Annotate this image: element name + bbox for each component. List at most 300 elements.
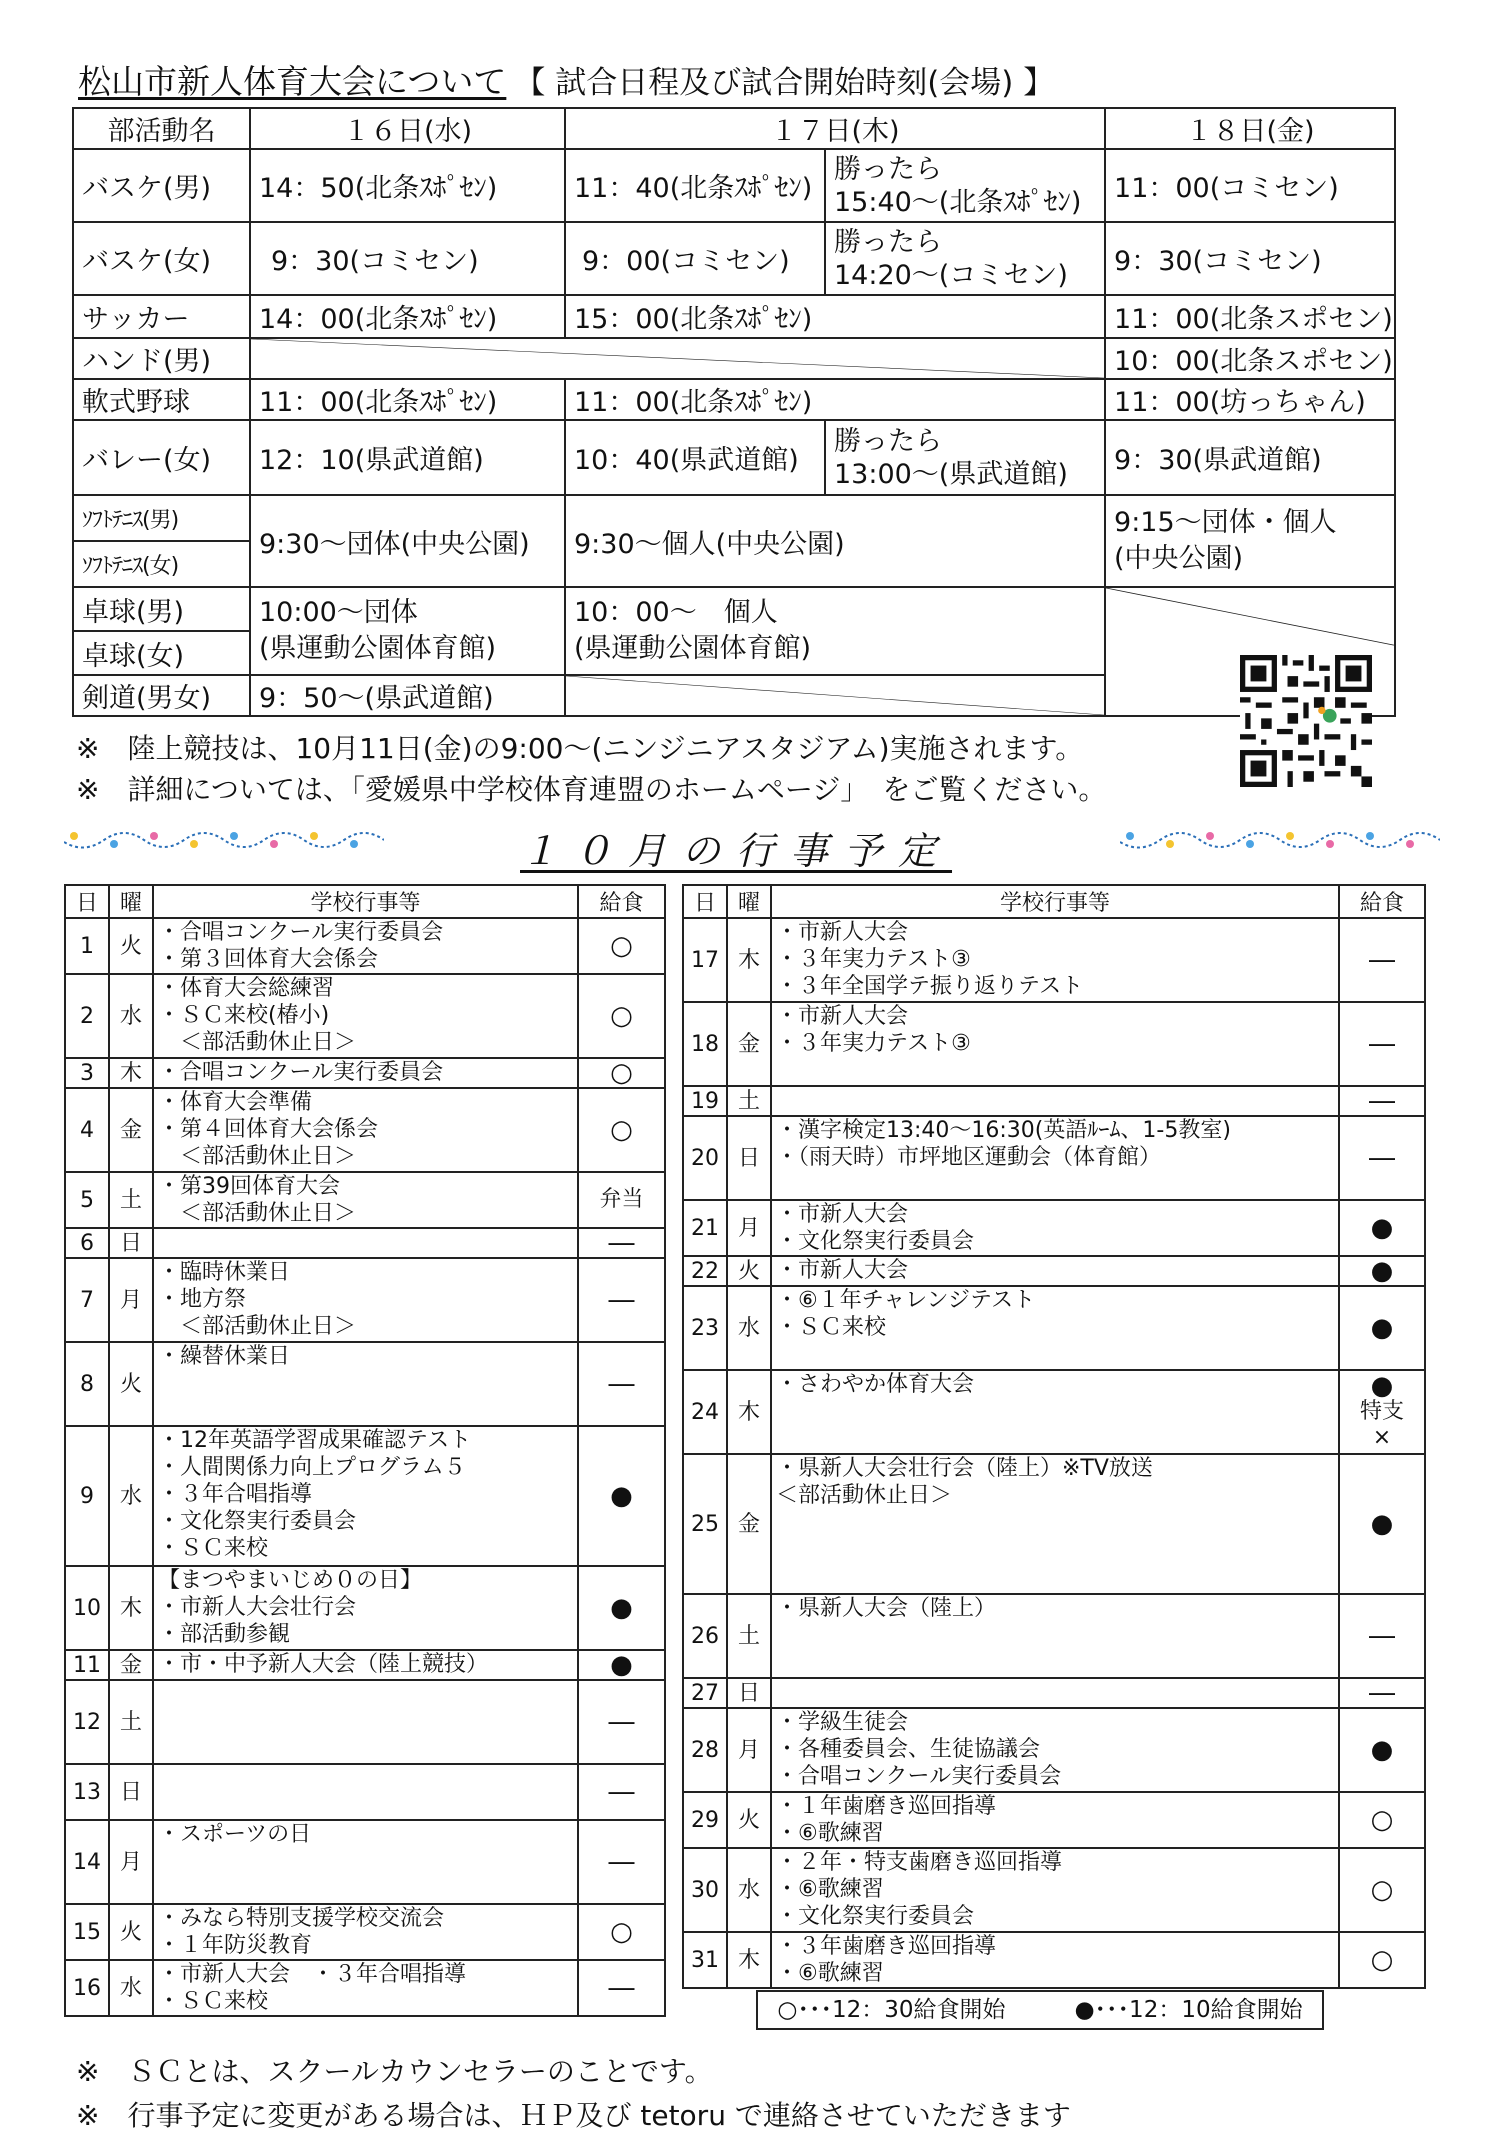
- event-item: ・体育大会準備: [158, 1090, 313, 1115]
- event-item: ＜部活動休止日＞: [158, 1314, 357, 1339]
- events-cell: [153, 1172, 578, 1228]
- day-of-week: 木: [109, 1058, 153, 1088]
- event-item: ・文化祭実行委員会: [158, 1509, 357, 1534]
- title-main: 松山市新人体育大会について: [78, 62, 507, 101]
- calendar-row: [683, 1256, 1425, 1286]
- day-of-week: 金: [727, 1454, 771, 1594]
- lunch-mark: [1339, 1116, 1425, 1200]
- events-cell: [771, 1708, 1339, 1792]
- calendar-row: [683, 1932, 1425, 1988]
- calendar-row: [65, 1342, 665, 1426]
- day-number: 25: [683, 1454, 727, 1594]
- event-item: ・市新人大会: [776, 920, 909, 945]
- lunch-symbol: ―: [1369, 945, 1395, 975]
- club-name: 剣道(男女): [73, 675, 250, 716]
- details-note: ※ 詳細については、「愛媛県中学校体育連盟のホームページ」 をご覧ください。: [76, 773, 1107, 806]
- schedule-row: [73, 295, 1395, 338]
- lunch-symbol: ―: [608, 1285, 635, 1315]
- win-label: 勝ったら: [834, 425, 942, 457]
- lunch-mark: [578, 1650, 665, 1680]
- event-item: ・人間関係力向上プログラム５: [158, 1455, 466, 1480]
- events-cell: [153, 1258, 578, 1342]
- lunch-symbol: ●: [610, 1593, 633, 1623]
- garland-icon: [64, 828, 384, 858]
- events-cell: [153, 1820, 578, 1904]
- calendar-row: [65, 1228, 665, 1258]
- event-item: 【まつやまいじめ０の日】: [158, 1568, 423, 1593]
- event-item: ・市新人大会 ・３年合唱指導: [158, 1962, 467, 1987]
- schedule-cell: 11：00(坊っちゃん): [1105, 379, 1395, 420]
- events-cell: [153, 1342, 578, 1426]
- events-cell: [771, 1086, 1339, 1116]
- tt-d16-line1: 10:00～団体: [259, 597, 418, 628]
- lunch-symbol: ●: [610, 1481, 633, 1511]
- schedule-cell: 9：30(コミセン): [250, 222, 565, 295]
- col-day17-header: １７日(木): [565, 108, 1105, 149]
- lunch-mark: [578, 918, 665, 974]
- lunch-mark: [1339, 1256, 1425, 1286]
- calendar-row: [683, 1848, 1425, 1932]
- col-day16-header: １６日(水): [250, 108, 565, 149]
- schedule-cell-empty: [565, 675, 1105, 716]
- day-of-week: 木: [109, 1566, 153, 1650]
- event-item: ・市新人大会壮行会: [158, 1595, 357, 1620]
- schedule-cell: 11：00(コミセン): [1105, 149, 1395, 222]
- lunch-mark: [578, 1342, 665, 1426]
- schedule-cell: 11：00(北条ｽﾎﾟｾﾝ): [565, 379, 1105, 420]
- day-number: 5: [65, 1172, 109, 1228]
- lunch-symbol: ●: [1370, 1371, 1394, 1401]
- lunch-symbol: ○: [610, 931, 633, 961]
- day-of-week: 火: [727, 1256, 771, 1286]
- day-of-week: 木: [727, 1932, 771, 1988]
- win-time: 15:40～(北条ｽﾎﾟｾﾝ): [834, 186, 1082, 218]
- day-of-week: 金: [109, 1650, 153, 1680]
- lunch-mark: [1339, 1594, 1425, 1678]
- schedule-row: [73, 495, 1395, 541]
- col-lunch: 給食: [1339, 885, 1425, 918]
- lunch-mark: [1339, 1370, 1425, 1454]
- lunch-mark: [1339, 1678, 1425, 1708]
- lunch-symbol: ―: [608, 1777, 635, 1807]
- calendar-row: [683, 1370, 1425, 1454]
- schedule-row: [73, 379, 1395, 420]
- win-time: 13:00～(県武道館): [834, 458, 1068, 490]
- calendar-row: [683, 918, 1425, 1002]
- diagonal-line: [251, 339, 1104, 378]
- day-number: 31: [683, 1932, 727, 1988]
- lunch-symbol: ○: [610, 1115, 633, 1145]
- event-item: ・各種委員会、生徒協議会: [776, 1737, 1041, 1762]
- event-item: ・⑥１年チャレンジテスト: [776, 1288, 1036, 1313]
- garland-icon: [1120, 828, 1440, 858]
- schedule-cell: 10：40(県武道館): [565, 420, 825, 495]
- day-of-week: 月: [109, 1820, 153, 1904]
- lunch-symbol: ○: [1370, 1805, 1394, 1835]
- qr-code-icon[interactable]: [1240, 655, 1372, 787]
- event-item: ・体育大会総練習: [158, 976, 335, 1001]
- calendar-row: [683, 1116, 1425, 1200]
- schedule-cell: 10：00(北条スポセン): [1105, 338, 1395, 379]
- schedule-cell: 14：00(北条ｽﾎﾟｾﾝ): [250, 295, 565, 338]
- day-number: 11: [65, 1650, 109, 1680]
- day-number: 18: [683, 1002, 727, 1086]
- calendar-row: [65, 1680, 665, 1764]
- calendar-row: [683, 1792, 1425, 1848]
- events-cell: [153, 1650, 578, 1680]
- schedule-cell: [1105, 495, 1395, 587]
- day-number: 10: [65, 1566, 109, 1650]
- day-number: 4: [65, 1088, 109, 1172]
- lunch-symbol: ○: [610, 1917, 633, 1947]
- lunch-symbol: 弁当: [599, 1187, 644, 1212]
- event-item: ・⑥歌練習: [776, 1961, 884, 1986]
- event-item: ・県新人大会壮行会（陸上）※TV放送: [776, 1456, 1153, 1481]
- event-item: ・市・中予新人大会（陸上競技）: [158, 1652, 489, 1677]
- schedule-cell: [825, 222, 1105, 295]
- day-of-week: 火: [109, 1342, 153, 1426]
- schedule-row: [73, 222, 1395, 295]
- lunch-symbol: ―: [1369, 1678, 1395, 1708]
- lunch-symbol: ○: [1370, 1945, 1394, 1975]
- events-cell: [771, 918, 1339, 1002]
- events-cell: [153, 1960, 578, 2016]
- day-of-week: 木: [727, 1370, 771, 1454]
- club-name: ｿﾌﾄﾃﾆｽ(男): [73, 495, 250, 541]
- lunch-mark: [578, 974, 665, 1058]
- event-item: ・⑥歌練習: [776, 1877, 884, 1902]
- lunch-symbol: ―: [608, 1707, 635, 1737]
- calendar-row: [65, 1058, 665, 1088]
- event-item: ＜部活動休止日＞: [776, 1483, 953, 1508]
- tournament-schedule-table: [72, 107, 1396, 717]
- day-of-week: 月: [109, 1258, 153, 1342]
- col-events: 学校行事等: [771, 885, 1339, 918]
- tt-d17-line2: (県運動公園体育館): [574, 633, 812, 664]
- lunch-symbol: ●: [610, 1650, 633, 1680]
- event-item: ・３年全国学テ振り返りテスト: [776, 974, 1084, 999]
- events-cell: [771, 1200, 1339, 1256]
- events-cell: [771, 1286, 1339, 1370]
- events-cell: [771, 1116, 1339, 1200]
- event-item: ・３年実力テスト③: [776, 947, 971, 972]
- lunch-note: 特支: [1359, 1399, 1404, 1424]
- lunch-mark: [1339, 1002, 1425, 1086]
- events-cell: [153, 1058, 578, 1088]
- schedule-cell: [565, 587, 1105, 675]
- calendar-row: [65, 1764, 665, 1820]
- day-number: 7: [65, 1258, 109, 1342]
- day-number: 24: [683, 1370, 727, 1454]
- lunch-mark: [578, 1566, 665, 1650]
- event-item: ・１年歯磨き巡回指導: [776, 1794, 997, 1819]
- events-cell: [153, 1088, 578, 1172]
- day-of-week: 土: [109, 1680, 153, 1764]
- day-number: 6: [65, 1228, 109, 1258]
- lunch-mark: [1339, 1932, 1425, 1988]
- calendar-row: [683, 1200, 1425, 1256]
- club-name: ハンド(男): [73, 338, 250, 379]
- events-cell: [771, 1370, 1339, 1454]
- day-number: 20: [683, 1116, 727, 1200]
- event-item: ・２年・特支歯磨き巡回指導: [776, 1850, 1063, 1875]
- win-label: 勝ったら: [834, 153, 942, 185]
- event-item: ・合唱コンクール実行委員会: [776, 1764, 1062, 1789]
- col-lunch: 給食: [578, 885, 665, 918]
- event-item: ・市新人大会: [776, 1004, 909, 1029]
- day-number: 21: [683, 1200, 727, 1256]
- event-item: ・漢字検定13:40～16:30(英語ﾙｰﾑ、1-5教室): [776, 1118, 1231, 1143]
- lunch-legend: ○･･･12：30給食開始 ●･･･12：10給食開始: [756, 1990, 1324, 2030]
- day-of-week: 水: [727, 1286, 771, 1370]
- event-item: ・１年防災教育: [158, 1933, 313, 1958]
- day-number: 2: [65, 974, 109, 1058]
- lunch-symbol: ●: [1370, 1509, 1394, 1539]
- schedule-cell: 14：50(北条ｽﾎﾟｾﾝ): [250, 149, 565, 222]
- lunch-symbol: ―: [608, 1847, 635, 1877]
- calendar-row: [65, 1650, 665, 1680]
- calendar-row: [65, 1960, 665, 2016]
- col-events: 学校行事等: [153, 885, 578, 918]
- day-number: 30: [683, 1848, 727, 1932]
- calendar-title: １０月の行事予定: [520, 829, 953, 873]
- calendar-row: [65, 1566, 665, 1650]
- calendar-table-right: [682, 884, 1426, 1989]
- lunch-symbol: ―: [1369, 1029, 1395, 1059]
- event-item: ・３年合唱指導: [158, 1482, 313, 1507]
- lunch-symbol: ―: [608, 1973, 635, 2003]
- event-item: ・３年実力テスト③: [776, 1031, 971, 1056]
- schedule-row: [73, 149, 1395, 222]
- calendar-row: [683, 1708, 1425, 1792]
- event-item: ＜部活動休止日＞: [158, 1030, 357, 1055]
- day-number: 13: [65, 1764, 109, 1820]
- col-club-header: 部活動名: [73, 108, 250, 149]
- tt-d16-line2: (県運動公園体育館): [259, 633, 497, 664]
- calendar-row: [683, 1086, 1425, 1116]
- club-name: バレー(女): [73, 420, 250, 495]
- event-item: ・第39回体育大会: [158, 1174, 340, 1199]
- calendar-body-left: [65, 918, 665, 2016]
- lunch-mark: [578, 1058, 665, 1088]
- club-name: バスケ(男): [73, 149, 250, 222]
- event-item: ・合唱コンクール実行委員会: [158, 920, 444, 945]
- event-item: ・スポーツの日: [158, 1822, 312, 1847]
- calendar-row: [65, 1426, 665, 1566]
- schedule-cell: 9:30～個人(中央公園): [565, 495, 1105, 587]
- day-of-week: 火: [727, 1792, 771, 1848]
- lunch-mark: [578, 1820, 665, 1904]
- schedule-cell: 11：00(北条スポセン): [1105, 295, 1395, 338]
- event-item: ・ＳＣ来校: [158, 1536, 269, 1561]
- lunch-mark: [1339, 918, 1425, 1002]
- event-item: ・文化祭実行委員会: [776, 1229, 975, 1254]
- events-cell: [153, 1764, 578, 1820]
- day-number: 22: [683, 1256, 727, 1286]
- col-day: 日: [683, 885, 727, 918]
- day-of-week: 月: [727, 1200, 771, 1256]
- event-item: ・ＳＣ来校(椿小): [158, 1003, 330, 1028]
- lunch-mark: [1339, 1454, 1425, 1594]
- events-cell: [771, 1454, 1339, 1594]
- calendar-row: [65, 1172, 665, 1228]
- lunch-symbol: ●: [1370, 1213, 1394, 1243]
- lunch-symbol: ―: [1369, 1621, 1395, 1651]
- calendar-row: [65, 918, 665, 974]
- day-number: 3: [65, 1058, 109, 1088]
- lunch-symbol: ○: [610, 1001, 633, 1031]
- event-item: ・臨時休業日: [158, 1260, 291, 1285]
- club-name: バスケ(女): [73, 222, 250, 295]
- day-of-week: 金: [109, 1088, 153, 1172]
- event-item: ・第３回体育大会係会: [158, 947, 379, 972]
- club-name: サッカー: [73, 295, 250, 338]
- events-cell: [771, 1594, 1339, 1678]
- lunch-mark: [578, 1258, 665, 1342]
- lunch-mark: [578, 1764, 665, 1820]
- schedule-cell-empty: [250, 338, 1105, 379]
- lunch-mark: [1339, 1792, 1425, 1848]
- day-of-week: 水: [109, 1960, 153, 2016]
- lunch-symbol: ○: [610, 1058, 633, 1088]
- title-sub: 【 試合日程及び試合開始時刻(会場) 】: [514, 65, 1055, 101]
- calendar-row: [683, 1594, 1425, 1678]
- schedule-row: [73, 338, 1395, 379]
- calendar-row: [683, 1002, 1425, 1086]
- win-time: 14:20～(コミセン): [834, 259, 1068, 291]
- event-item: ・12年英語学習成果確認テスト: [158, 1428, 472, 1453]
- col-dow: 曜: [727, 885, 771, 918]
- day-number: 16: [65, 1960, 109, 2016]
- event-item: ・合唱コンクール実行委員会: [158, 1060, 444, 1085]
- schedule-cell: 11：40(北条ｽﾎﾟｾﾝ): [565, 149, 825, 222]
- lunch-mark: [1339, 1286, 1425, 1370]
- schedule-cell: [250, 587, 565, 675]
- event-item: ・（雨天時）市坪地区運動会（体育館）: [776, 1145, 1162, 1170]
- athletics-note: ※ 陸上競技は、10月11日(金)の9:00～(ニンジニアスタジアム)実施されます。: [76, 732, 1084, 765]
- lunch-symbol: ―: [1369, 1143, 1395, 1173]
- change-note: ※ 行事予定に変更がある場合は、ＨＰ及び tetoru で連絡させていただきます: [76, 2099, 1071, 2132]
- event-item: ・繰替休業日: [158, 1344, 291, 1369]
- event-item: ・さわやか体育大会: [776, 1372, 975, 1397]
- day-of-week: 金: [727, 1002, 771, 1086]
- day-of-week: 土: [109, 1172, 153, 1228]
- day-number: 8: [65, 1342, 109, 1426]
- calendar-row: [683, 1286, 1425, 1370]
- day-of-week: 水: [109, 1426, 153, 1566]
- tennis-d18-line1: 9:15～団体・個人: [1114, 507, 1337, 538]
- day-number: 9: [65, 1426, 109, 1566]
- calendar-table-left: [64, 884, 666, 2017]
- lunch-symbol: ○: [1370, 1875, 1394, 1905]
- event-item: ・学級生徒会: [776, 1710, 909, 1735]
- schedule-row: [73, 587, 1395, 631]
- club-name: 軟式野球: [73, 379, 250, 420]
- lunch-mark: [578, 1172, 665, 1228]
- calendar-row: [65, 1904, 665, 1960]
- schedule-row: [73, 420, 1395, 495]
- page-title: [78, 56, 1054, 103]
- events-cell: [771, 1792, 1339, 1848]
- calendar-row: [683, 1454, 1425, 1594]
- schedule-cell: [825, 420, 1105, 495]
- event-item: ・文化祭実行委員会: [776, 1904, 975, 1929]
- events-cell: [771, 1256, 1339, 1286]
- lunch-symbol: ●: [1370, 1313, 1394, 1343]
- events-cell: [153, 1680, 578, 1764]
- events-cell: [153, 974, 578, 1058]
- calendar-row: [65, 1088, 665, 1172]
- events-cell: [153, 918, 578, 974]
- event-item: ・県新人大会（陸上）: [776, 1596, 997, 1621]
- schedule-cell: 11：00(北条ｽﾎﾟｾﾝ): [250, 379, 565, 420]
- calendar-row: [65, 974, 665, 1058]
- calendar-row: [65, 1820, 665, 1904]
- club-name: 卓球(男): [73, 587, 250, 631]
- day-of-week: 水: [727, 1848, 771, 1932]
- day-of-week: 日: [727, 1678, 771, 1708]
- day-of-week: 火: [109, 1904, 153, 1960]
- event-item: ・部活動参観: [158, 1622, 291, 1647]
- lunch-mark: [578, 1426, 665, 1566]
- calendar-body-right: [683, 918, 1425, 1988]
- event-item: ・市新人大会: [776, 1202, 909, 1227]
- day-of-week: 水: [109, 974, 153, 1058]
- events-cell: [771, 1848, 1339, 1932]
- club-name: 卓球(女): [73, 631, 250, 675]
- lunch-symbol: ―: [1369, 1086, 1395, 1116]
- lunch-mark: [578, 1228, 665, 1258]
- schedule-cell: [825, 149, 1105, 222]
- event-item: ・第４回体育大会係会: [158, 1117, 379, 1142]
- lunch-mark: [1339, 1086, 1425, 1116]
- day-number: 19: [683, 1086, 727, 1116]
- event-item: ・市新人大会: [776, 1258, 909, 1283]
- schedule-cell: 9：30(県武道館): [1105, 420, 1395, 495]
- lunch-symbol: ●: [1370, 1735, 1394, 1765]
- lunch-mark: [1339, 1848, 1425, 1932]
- day-number: 23: [683, 1286, 727, 1370]
- lunch-mark: [1339, 1200, 1425, 1256]
- events-cell: [153, 1228, 578, 1258]
- lunch-mark: [578, 1088, 665, 1172]
- schedule-cell: 9：30(コミセン): [1105, 222, 1395, 295]
- schedule-cell: 15：00(北条ｽﾎﾟｾﾝ): [565, 295, 1105, 338]
- events-cell: [153, 1426, 578, 1566]
- event-item: ・ＳＣ来校: [158, 1989, 269, 2014]
- lunch-mark: [1339, 1708, 1425, 1792]
- day-number: 27: [683, 1678, 727, 1708]
- day-of-week: 月: [727, 1708, 771, 1792]
- event-item: ・３年歯磨き巡回指導: [776, 1934, 997, 1959]
- lunch-symbol: ―: [608, 1228, 635, 1258]
- day-of-week: 日: [109, 1764, 153, 1820]
- event-item: ・ＳＣ来校: [776, 1315, 887, 1340]
- day-number: 14: [65, 1820, 109, 1904]
- event-item: ＜部活動休止日＞: [158, 1201, 357, 1226]
- calendar-row: [65, 1258, 665, 1342]
- lunch-symbol: ●: [1370, 1256, 1394, 1286]
- day-number: 29: [683, 1792, 727, 1848]
- day-of-week: 土: [727, 1594, 771, 1678]
- lunch-mark: [578, 1960, 665, 2016]
- day-number: 28: [683, 1708, 727, 1792]
- day-of-week: 火: [109, 918, 153, 974]
- day-number: 1: [65, 918, 109, 974]
- lunch-mark: [578, 1680, 665, 1764]
- events-cell: [153, 1566, 578, 1650]
- tennis-d18-line2: (中央公園): [1114, 543, 1244, 574]
